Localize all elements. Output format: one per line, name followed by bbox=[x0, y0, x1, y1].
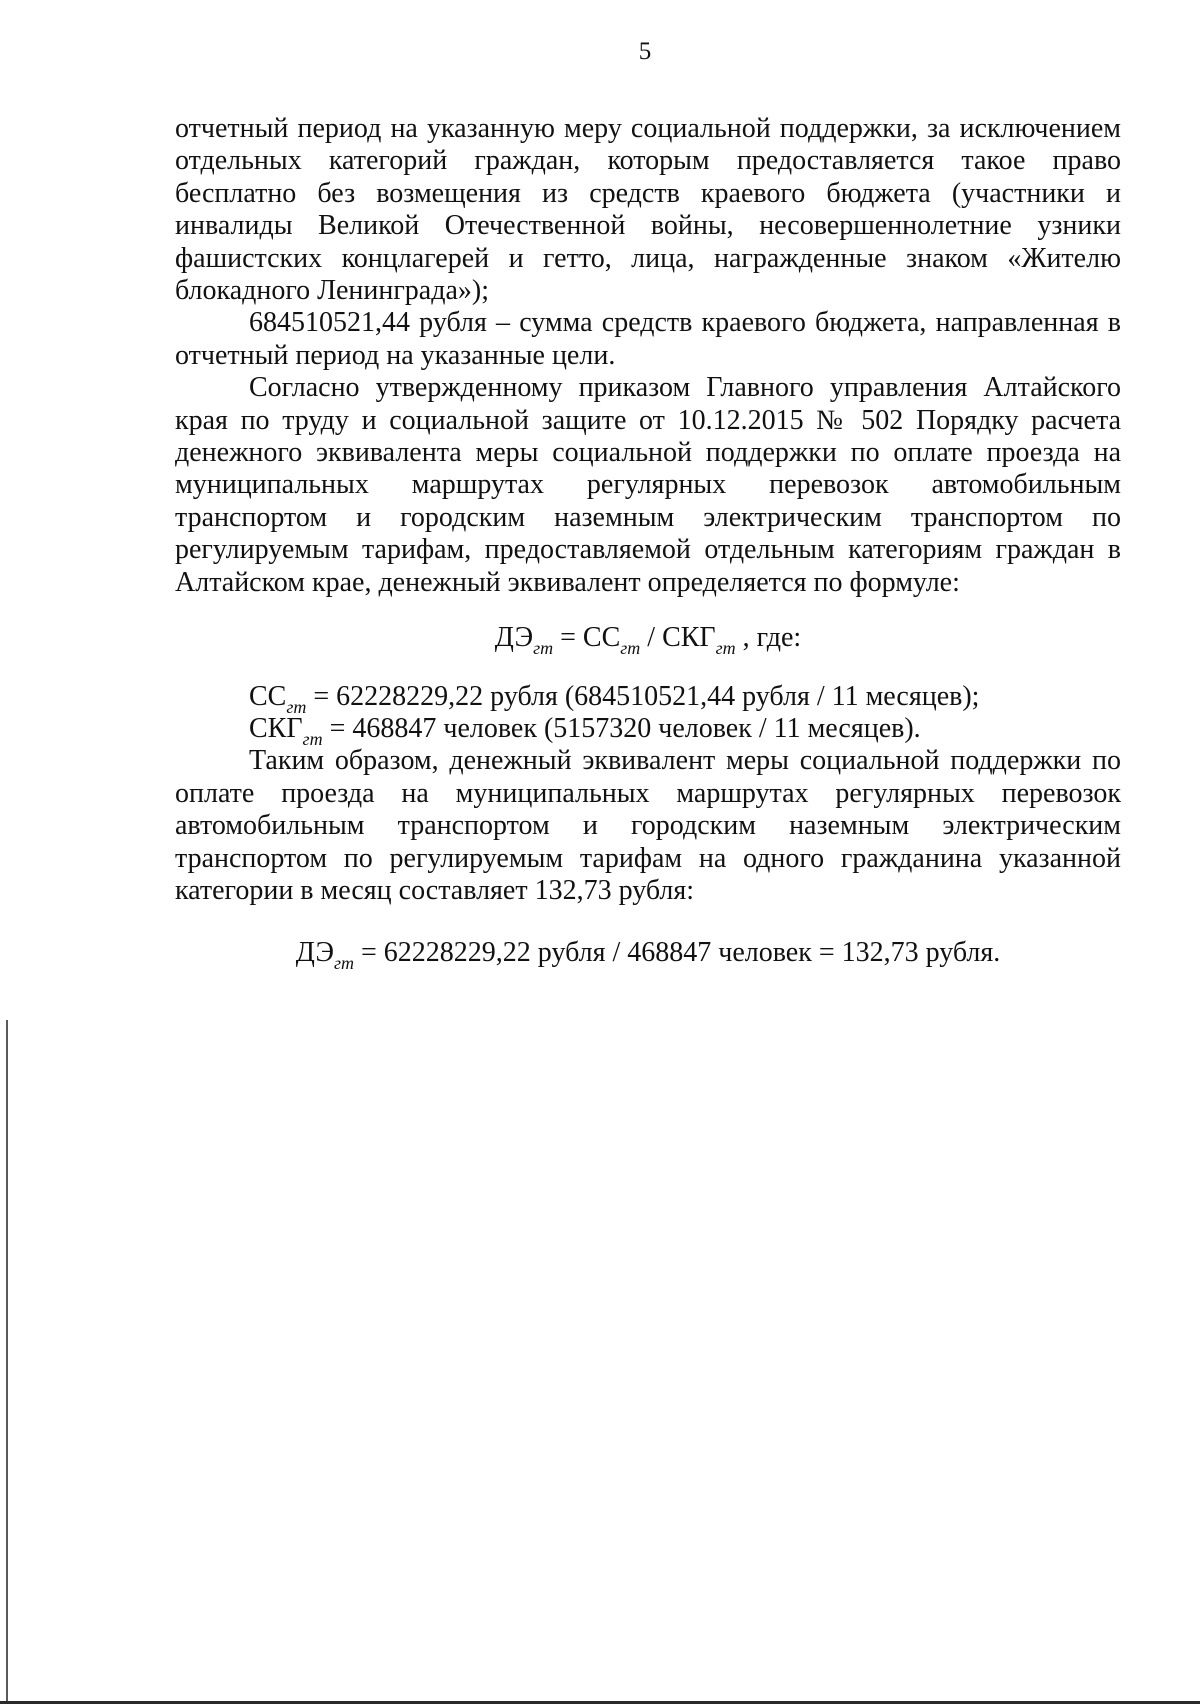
paragraph-procedure: Согласно утвержденному приказом Главного управления Алтайского края по труду и социальной защите от 10.12.2015 № 502 Порядку расчета денежного эквивалента меры социальной поддержки по оплате проезда на муниципальных маршрутах регулярных перевозок автомобильным транспортом и городским наземным электрическим транспортом по регулируемым тарифам, предоставляемой отдельным категориям граждан в Алтайском крае, денежный эквивалент определяется по формуле: bbox=[175, 372, 1121, 598]
formula-skg-symbol: СКГ bbox=[662, 622, 716, 654]
formula-skg-subscript: гт bbox=[715, 638, 736, 659]
formula-definition bbox=[175, 622, 1121, 659]
definition-ss-subscript: гт bbox=[286, 696, 307, 717]
formula-ss-subscript: гт bbox=[620, 638, 641, 659]
formula-ss-symbol: СС bbox=[582, 622, 621, 654]
definition-skg-subscript: гт bbox=[302, 728, 323, 749]
formula-tail: , где: bbox=[735, 622, 802, 654]
formula-result-text: = 62228229,22 рубля / 468847 человек = 132,73 рубля. bbox=[354, 937, 1001, 969]
formula-result-subscript: гт bbox=[333, 953, 355, 974]
paragraph-conclusion: Таким образом, денежный эквивалент меры социальной поддержки по оплате проезда на муниципальных маршрутах регулярных перевозок автомобильным транспортом и городским наземным электрическим транспортом по регулируемым тарифам на одного гражданина указанной категории в месяц составляет 132,73 рубля: bbox=[175, 745, 1121, 906]
formula-result-label: ДЭ bbox=[295, 937, 334, 969]
scan-edge-left bbox=[6, 1020, 8, 1704]
page-number: 5 bbox=[638, 38, 652, 65]
formula-de-symbol: ДЭ bbox=[494, 622, 534, 654]
definition-skg-text: = 468847 человек (5157320 человек / 11 месяцев). bbox=[322, 712, 921, 744]
definition-skg bbox=[175, 712, 1121, 749]
definition-skg-label: СКГ bbox=[249, 712, 303, 744]
definition-ss-label: СС bbox=[249, 680, 287, 712]
formula-slash: / bbox=[640, 622, 663, 654]
paragraph-budget-sum: 684510521,44 рубля – сумма средств краевого бюджета, направленная в отчетный период на указанные цели. bbox=[175, 307, 1121, 371]
formula-equals: = bbox=[553, 622, 583, 654]
document-body bbox=[175, 113, 1121, 974]
definition-ss bbox=[175, 680, 1121, 717]
formula-de-subscript: гт bbox=[533, 638, 554, 659]
definition-ss-text: = 62228229,22 рубля (684510521,44 рубля / 11 месяцев); bbox=[306, 680, 980, 712]
paragraph-continuation: отчетный период на указанную меру социальной поддержки, за исключением отдельных категорий граждан, которым предоставляется такое право бесплатно без возмещения из средств краевого бюджета (участники и инвалиды Великой Отечественной войны, несовершеннолетние узники фашистских концлагерей и гетто, лица, награжденные знаком «Жителю блокадного Ленинграда»); bbox=[175, 113, 1121, 307]
formula-result bbox=[175, 937, 1121, 974]
